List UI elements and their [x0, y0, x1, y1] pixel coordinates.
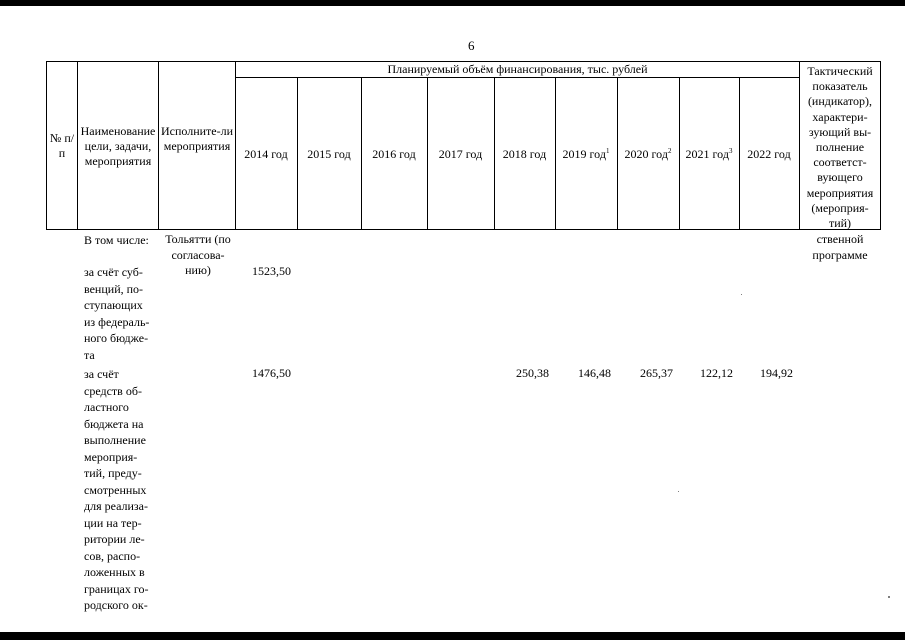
year-label: 2022 год [747, 147, 791, 161]
header-financing-group: Планируемый объём финансирования, тыс. рублей [387, 62, 648, 76]
year-label: 2015 год [307, 147, 351, 161]
year-header [679, 147, 739, 162]
row-name-line: ластного [84, 400, 129, 414]
year-header [361, 147, 427, 162]
row-name-line: сов, распо- [84, 548, 141, 563]
row-name [84, 264, 149, 363]
row-name-line: за счёт [84, 367, 119, 381]
year-header [297, 147, 361, 162]
year-header [427, 147, 494, 162]
year-label: 2014 год [244, 147, 288, 161]
row-name-line: венций, по- [84, 281, 144, 296]
scan-speck [678, 491, 679, 492]
year-header [617, 147, 679, 162]
row-value: 1523,50 [252, 264, 291, 278]
row-value: 265,37 [640, 366, 673, 380]
year-label: 2016 год [372, 147, 416, 161]
row-name-line: ного бюдже- [84, 331, 149, 345]
row-name-line: тий, преду- [84, 466, 142, 480]
row-name-line: бюджета на [84, 416, 144, 431]
row-name-line: средств об- [84, 383, 142, 398]
header-col-indicator: Тактический показатель (индикатор), характери-зующий вы-полнение соответст-вующего мероприятия (мероприя-тий) [806, 64, 874, 231]
footnote-mark: 3 [728, 147, 733, 155]
page-number: 6 [468, 38, 475, 53]
row-name-line: ритории ле- [84, 532, 145, 546]
year-label: 2021 год [685, 147, 729, 161]
row-name-line: ложенных в [84, 565, 145, 579]
row-name-line: границах го- [84, 581, 149, 596]
year-label: 2018 год [502, 147, 547, 161]
row-value: 194,92 [760, 366, 793, 380]
year-label: 2019 год [562, 147, 606, 161]
year-label: 2020 год [624, 147, 668, 161]
executor-text: Тольятти (по согласова-нию) [165, 232, 231, 277]
header-col-name: Наименование цели, задачи, мероприятия [80, 124, 156, 168]
row-name-line: смотренных [84, 482, 147, 497]
top-border [0, 0, 905, 6]
header-col-exec: Исполните-ли мероприятия [160, 124, 234, 153]
row-name-line: ции на тер- [84, 515, 142, 530]
row-value: 122,12 [700, 366, 733, 380]
year-header [739, 147, 799, 162]
indicator-continuation: ственной программе [812, 232, 868, 262]
row-name-line: мероприя- [84, 449, 138, 464]
row-name-line: для реализа- [84, 499, 148, 513]
row-name-line: родского ок- [84, 598, 148, 612]
year-header [235, 147, 297, 162]
scan-speck [888, 596, 890, 598]
row-name [84, 366, 148, 614]
row-value: 250,38 [516, 366, 549, 380]
row-name-line: из федераль- [84, 314, 150, 329]
footnote-mark: 1 [605, 147, 610, 155]
header-col-num: № п/п [49, 131, 75, 160]
row-value: 146,48 [578, 366, 611, 380]
footnote-mark: 2 [667, 147, 672, 155]
row-value: 1476,50 [252, 366, 291, 380]
year-header [494, 147, 555, 162]
scan-speck [741, 294, 742, 295]
row-name-line: та [84, 347, 95, 362]
year-header [555, 147, 617, 162]
row-name-line: ступающих [84, 298, 143, 312]
row-name-line: выполнение [84, 433, 146, 447]
intro-name: В том числе: [84, 233, 149, 247]
year-label: 2017 год [438, 147, 483, 161]
bottom-border [0, 632, 905, 640]
row-name-line: за счёт суб- [84, 265, 143, 279]
